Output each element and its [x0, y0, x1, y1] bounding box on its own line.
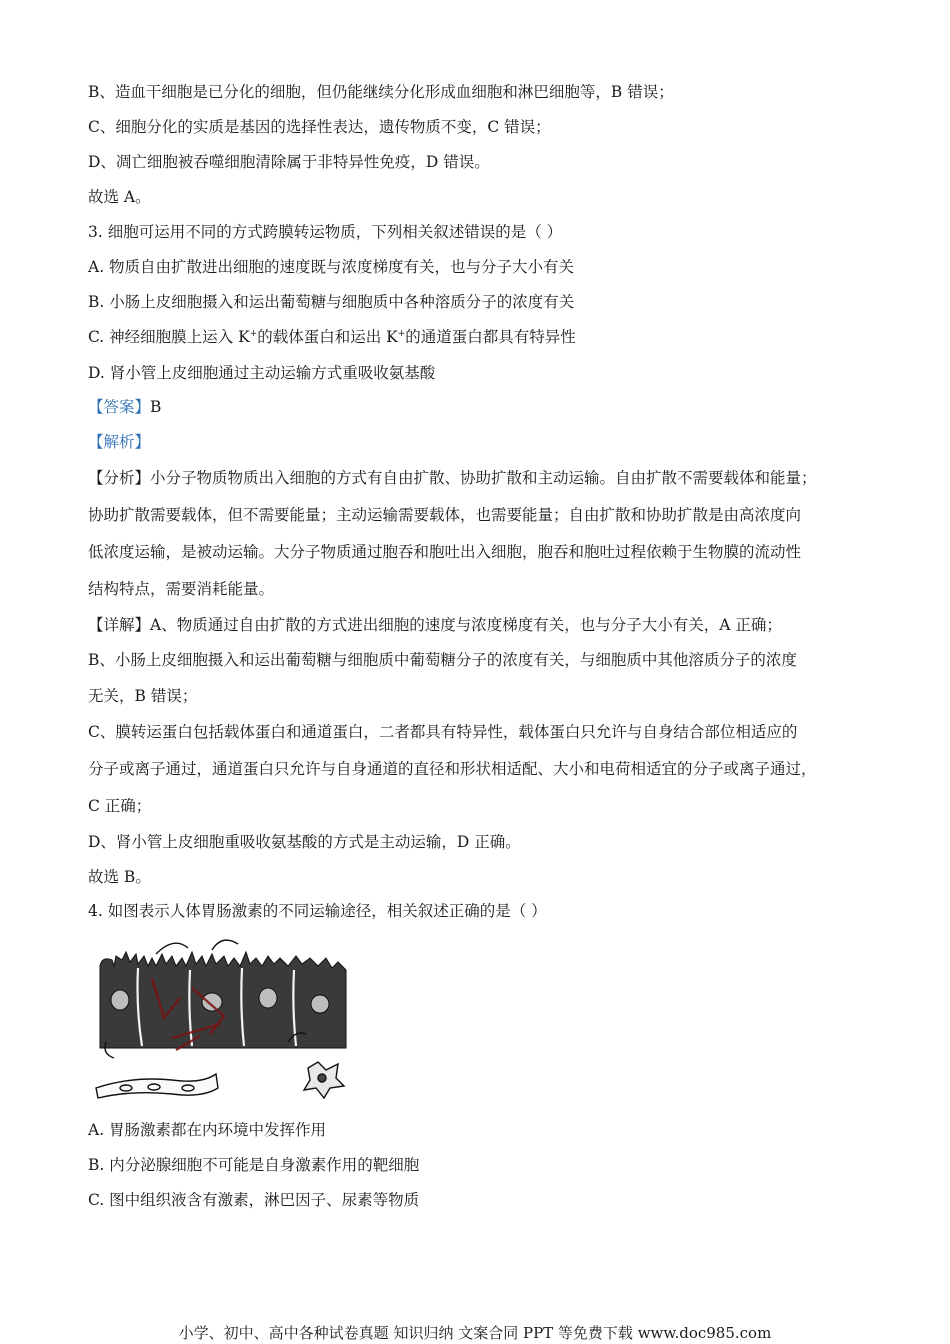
text-line: C、细胞分化的实质是基因的选择性表达，遗传物质不变，C 错误； — [88, 118, 551, 136]
superscript-plus: + — [249, 328, 258, 339]
gut-hormone-figure — [92, 938, 354, 1100]
question-4-stem: 4. 如图表示人体胃肠激素的不同运输途径，相关叙述正确的是（ ） — [88, 902, 547, 920]
text-line: C 正确； — [88, 797, 152, 815]
text-line: C、膜转运蛋白包括载体蛋白和通道蛋白，二者都具有特异性，载体蛋白只允许与自身结合部位相适应的 — [88, 723, 798, 741]
text-line: B、小肠上皮细胞摄入和运出葡萄糖与细胞质中葡萄糖分子的浓度有关，与细胞质中其他溶质分子的浓度 — [88, 651, 797, 669]
option-c-part2: 的载体蛋白和运出 K — [257, 328, 398, 346]
text-line: 故选 B。 — [88, 868, 151, 886]
option-c-part1: C. 神经细胞膜上运入 K — [88, 328, 250, 346]
superscript-plus: + — [397, 328, 406, 339]
text-line: 【分析】小分子物质物质出入细胞的方式有自由扩散、协助扩散和主动运输。自由扩散不需要载体和能量； — [88, 469, 817, 487]
option-c-part3: 的通道蛋白都具有特异性 — [405, 328, 576, 346]
answer-line — [88, 397, 880, 417]
text-line: D、凋亡细胞被吞噬细胞清除属于非特异性免疫，D 错误。 — [88, 153, 490, 171]
option-c — [88, 327, 880, 347]
target-cell — [304, 1062, 344, 1098]
option-c: C. 图中组织液含有激素，淋巴因子、尿素等物质 — [88, 1191, 420, 1209]
answer-tag: 【答案】 — [88, 398, 151, 416]
analysis-tag: 【解析】 — [88, 433, 151, 451]
text-line: 分子或离子通过，通道蛋白只允许与自身通道的直径和形状相适配、大小和电荷相适宜的分子或离子通过， — [88, 760, 817, 778]
blood-vessel — [96, 1074, 218, 1098]
text-line: 无关，B 错误； — [88, 687, 198, 705]
text-line: 低浓度运输，是被动运输。大分子物质通过胞吞和胞吐出入细胞，胞吞和胞吐过程依赖于生物膜的流动性 — [88, 543, 802, 561]
page-footer: 小学、初中、高中各种试卷真题 知识归纳 文案合同 PPT 等免费下载 www.doc985.com — [178, 1324, 772, 1342]
answer-value: B — [150, 398, 162, 416]
option-a: A. 物质自由扩散进出细胞的速度既与浓度梯度有关，也与分子大小有关 — [88, 258, 575, 276]
text-line: 结构特点，需要消耗能量。 — [88, 580, 275, 598]
analysis-heading — [88, 432, 880, 452]
text-line: D、肾小管上皮细胞重吸收氨基酸的方式是主动运输，D 正确。 — [88, 833, 521, 851]
option-a: A. 胃肠激素都在内环境中发挥作用 — [88, 1121, 327, 1139]
text-line: B、造血干细胞是已分化的细胞，但仍能继续分化形成血细胞和淋巴细胞等，B 错误； — [88, 83, 674, 101]
question-3-stem: 3. 细胞可运用不同的方式跨膜转运物质，下列相关叙述错误的是（ ） — [88, 223, 563, 241]
text-line: 协助扩散需要载体，但不需要能量；主动运输需要载体，也需要能量；自由扩散和协助扩散是由高浓度向 — [88, 506, 802, 524]
text-line: 故选 A。 — [88, 188, 151, 206]
option-d: D. 肾小管上皮细胞通过主动运输方式重吸收氨基酸 — [88, 364, 436, 382]
text-line: 【详解】A、物质通过自由扩散的方式进出细胞的速度与浓度梯度有关，也与分子大小有关，A 正确； — [88, 616, 782, 634]
option-b: B. 内分泌腺细胞不可能是自身激素作用的靶细胞 — [88, 1156, 420, 1174]
option-b: B. 小肠上皮细胞摄入和运出葡萄糖与细胞质中各种溶质分子的浓度有关 — [88, 293, 575, 311]
